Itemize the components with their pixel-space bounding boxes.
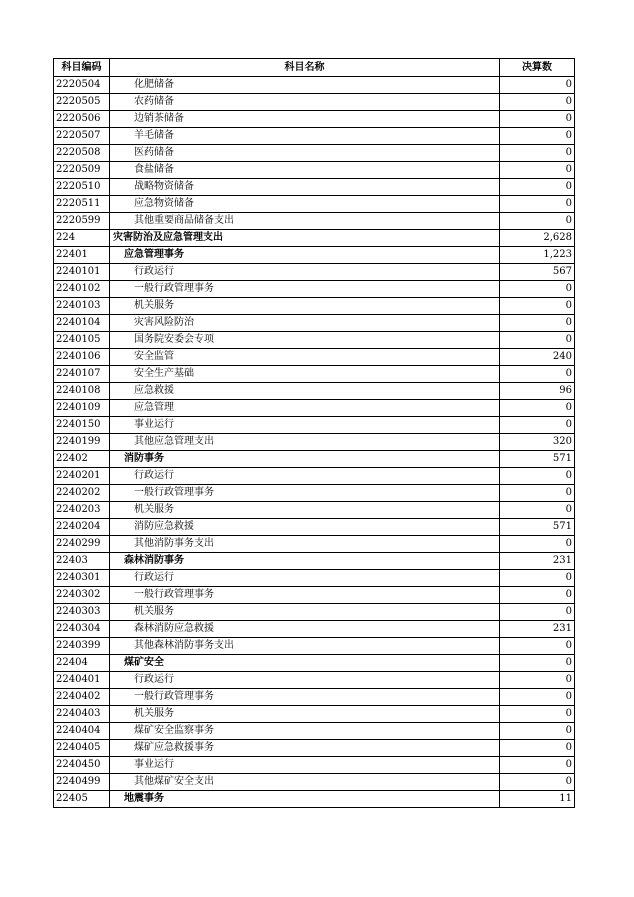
subject-code: 2220510 [54, 179, 110, 196]
table-row [54, 774, 575, 791]
subject-name: 森林消防事务 [110, 553, 500, 570]
subject-code: 22401 [54, 247, 110, 264]
subject-code: 22402 [54, 451, 110, 468]
subject-code: 2220505 [54, 94, 110, 111]
final-amount: 0 [500, 706, 575, 723]
final-amount: 0 [500, 145, 575, 162]
table-row [54, 196, 575, 213]
subject-name: 消防应急救援 [110, 519, 500, 536]
subject-code: 22405 [54, 791, 110, 808]
subject-code: 2220599 [54, 213, 110, 230]
subject-name: 事业运行 [110, 417, 500, 434]
subject-name: 安全监管 [110, 349, 500, 366]
subject-name: 行政运行 [110, 264, 500, 281]
final-amount: 0 [500, 332, 575, 349]
subject-name: 食盐储备 [110, 162, 500, 179]
final-amount: 571 [500, 519, 575, 536]
subject-name: 其他煤矿安全支出 [110, 774, 500, 791]
subject-code: 2220509 [54, 162, 110, 179]
final-amount: 0 [500, 723, 575, 740]
subject-name: 煤矿应急救援事务 [110, 740, 500, 757]
table-row [54, 349, 575, 366]
final-amount: 0 [500, 468, 575, 485]
subject-code: 2240403 [54, 706, 110, 723]
table-row [54, 145, 575, 162]
subject-code: 2240450 [54, 757, 110, 774]
table-row [54, 604, 575, 621]
subject-code: 2240102 [54, 281, 110, 298]
final-amount: 0 [500, 536, 575, 553]
table-row [54, 162, 575, 179]
final-amount: 0 [500, 128, 575, 145]
final-amount: 0 [500, 485, 575, 502]
table-row [54, 655, 575, 672]
final-amount: 0 [500, 77, 575, 94]
final-amount: 0 [500, 111, 575, 128]
table-row [54, 434, 575, 451]
final-amount: 571 [500, 451, 575, 468]
final-amount: 0 [500, 213, 575, 230]
table-row [54, 553, 575, 570]
subject-code: 2240150 [54, 417, 110, 434]
table-row [54, 94, 575, 111]
final-amount: 0 [500, 281, 575, 298]
table-row [54, 281, 575, 298]
final-amount: 0 [500, 570, 575, 587]
subject-name: 机关服务 [110, 298, 500, 315]
subject-code: 2240499 [54, 774, 110, 791]
subject-name: 安全生产基础 [110, 366, 500, 383]
subject-name: 森林消防应急救援 [110, 621, 500, 638]
table-row [54, 740, 575, 757]
final-amount: 0 [500, 655, 575, 672]
subject-name: 行政运行 [110, 672, 500, 689]
table-row [54, 111, 575, 128]
final-amount: 231 [500, 621, 575, 638]
subject-code: 2240202 [54, 485, 110, 502]
subject-code: 2240103 [54, 298, 110, 315]
table-body [54, 77, 575, 808]
table-header-row [54, 59, 575, 77]
header-name: 科目名称 [110, 59, 500, 77]
final-amount: 0 [500, 366, 575, 383]
subject-code: 2240302 [54, 587, 110, 604]
table-row [54, 519, 575, 536]
final-amount: 0 [500, 400, 575, 417]
final-amount: 0 [500, 298, 575, 315]
final-amount: 0 [500, 196, 575, 213]
final-amount: 0 [500, 179, 575, 196]
table-row [54, 536, 575, 553]
subject-code: 2240301 [54, 570, 110, 587]
table-row [54, 791, 575, 808]
budget-sheet [53, 58, 574, 808]
table-row [54, 621, 575, 638]
subject-name: 行政运行 [110, 468, 500, 485]
subject-code: 22404 [54, 655, 110, 672]
table-row [54, 247, 575, 264]
table-row [54, 570, 575, 587]
subject-code: 2240199 [54, 434, 110, 451]
subject-name: 应急管理事务 [110, 247, 500, 264]
subject-name: 应急救援 [110, 383, 500, 400]
subject-name: 其他应急管理支出 [110, 434, 500, 451]
table-row [54, 485, 575, 502]
final-amount: 0 [500, 672, 575, 689]
subject-code: 2220506 [54, 111, 110, 128]
subject-code: 2240201 [54, 468, 110, 485]
table-row [54, 502, 575, 519]
table-row [54, 383, 575, 400]
table-row [54, 213, 575, 230]
subject-name: 一般行政管理事务 [110, 689, 500, 706]
subject-code: 22403 [54, 553, 110, 570]
subject-name: 医药储备 [110, 145, 500, 162]
subject-code: 2240303 [54, 604, 110, 621]
subject-name: 机关服务 [110, 502, 500, 519]
subject-code: 2220504 [54, 77, 110, 94]
subject-name: 战略物资储备 [110, 179, 500, 196]
subject-code: 224 [54, 230, 110, 247]
subject-name: 事业运行 [110, 757, 500, 774]
subject-code: 2240107 [54, 366, 110, 383]
table-row [54, 672, 575, 689]
subject-name: 灾害风险防治 [110, 315, 500, 332]
table-row [54, 230, 575, 247]
table-row [54, 587, 575, 604]
final-amount: 0 [500, 638, 575, 655]
subject-code: 2240101 [54, 264, 110, 281]
subject-name: 农药储备 [110, 94, 500, 111]
header-code: 科目编码 [54, 59, 110, 77]
subject-code: 2240404 [54, 723, 110, 740]
subject-name: 边销茶储备 [110, 111, 500, 128]
final-amount: 240 [500, 349, 575, 366]
subject-name: 一般行政管理事务 [110, 587, 500, 604]
subject-name: 机关服务 [110, 604, 500, 621]
subject-code: 2240106 [54, 349, 110, 366]
subject-code: 2240401 [54, 672, 110, 689]
table-row [54, 332, 575, 349]
subject-code: 2240105 [54, 332, 110, 349]
subject-name: 其他消防事务支出 [110, 536, 500, 553]
table-row [54, 315, 575, 332]
budget-table [53, 58, 575, 808]
subject-name: 其他森林消防事务支出 [110, 638, 500, 655]
table-row [54, 366, 575, 383]
table-row [54, 638, 575, 655]
subject-code: 2240299 [54, 536, 110, 553]
subject-name: 化肥储备 [110, 77, 500, 94]
final-amount: 0 [500, 757, 575, 774]
subject-name: 地震事务 [110, 791, 500, 808]
table-row [54, 706, 575, 723]
final-amount: 0 [500, 587, 575, 604]
subject-name: 煤矿安全监察事务 [110, 723, 500, 740]
subject-name: 应急物资储备 [110, 196, 500, 213]
table-row [54, 468, 575, 485]
final-amount: 96 [500, 383, 575, 400]
subject-code: 2240204 [54, 519, 110, 536]
subject-name: 煤矿安全 [110, 655, 500, 672]
subject-code: 2240109 [54, 400, 110, 417]
table-row [54, 298, 575, 315]
table-row [54, 77, 575, 94]
table-row [54, 400, 575, 417]
final-amount: 0 [500, 740, 575, 757]
final-amount: 0 [500, 417, 575, 434]
subject-code: 2240104 [54, 315, 110, 332]
subject-name: 灾害防治及应急管理支出 [110, 230, 500, 247]
subject-name: 应急管理 [110, 400, 500, 417]
final-amount: 0 [500, 689, 575, 706]
table-row [54, 264, 575, 281]
header-amount: 决算数 [500, 59, 575, 77]
final-amount: 567 [500, 264, 575, 281]
subject-code: 2220507 [54, 128, 110, 145]
final-amount: 11 [500, 791, 575, 808]
subject-code: 2240203 [54, 502, 110, 519]
table-row [54, 179, 575, 196]
subject-name: 其他重要商品储备支出 [110, 213, 500, 230]
table-row [54, 757, 575, 774]
final-amount: 0 [500, 604, 575, 621]
final-amount: 1,223 [500, 247, 575, 264]
final-amount: 0 [500, 774, 575, 791]
subject-code: 2240108 [54, 383, 110, 400]
final-amount: 320 [500, 434, 575, 451]
final-amount: 0 [500, 162, 575, 179]
final-amount: 231 [500, 553, 575, 570]
subject-code: 2240405 [54, 740, 110, 757]
final-amount: 0 [500, 315, 575, 332]
subject-code: 2240399 [54, 638, 110, 655]
subject-name: 机关服务 [110, 706, 500, 723]
subject-name: 一般行政管理事务 [110, 281, 500, 298]
table-row [54, 723, 575, 740]
table-row [54, 689, 575, 706]
final-amount: 0 [500, 502, 575, 519]
table-row [54, 417, 575, 434]
subject-name: 国务院安委会专项 [110, 332, 500, 349]
table-row [54, 451, 575, 468]
final-amount: 0 [500, 94, 575, 111]
subject-code: 2220508 [54, 145, 110, 162]
subject-name: 羊毛储备 [110, 128, 500, 145]
subject-code: 2220511 [54, 196, 110, 213]
subject-code: 2240402 [54, 689, 110, 706]
subject-code: 2240304 [54, 621, 110, 638]
subject-name: 消防事务 [110, 451, 500, 468]
table-row [54, 128, 575, 145]
final-amount: 2,628 [500, 230, 575, 247]
subject-name: 行政运行 [110, 570, 500, 587]
subject-name: 一般行政管理事务 [110, 485, 500, 502]
